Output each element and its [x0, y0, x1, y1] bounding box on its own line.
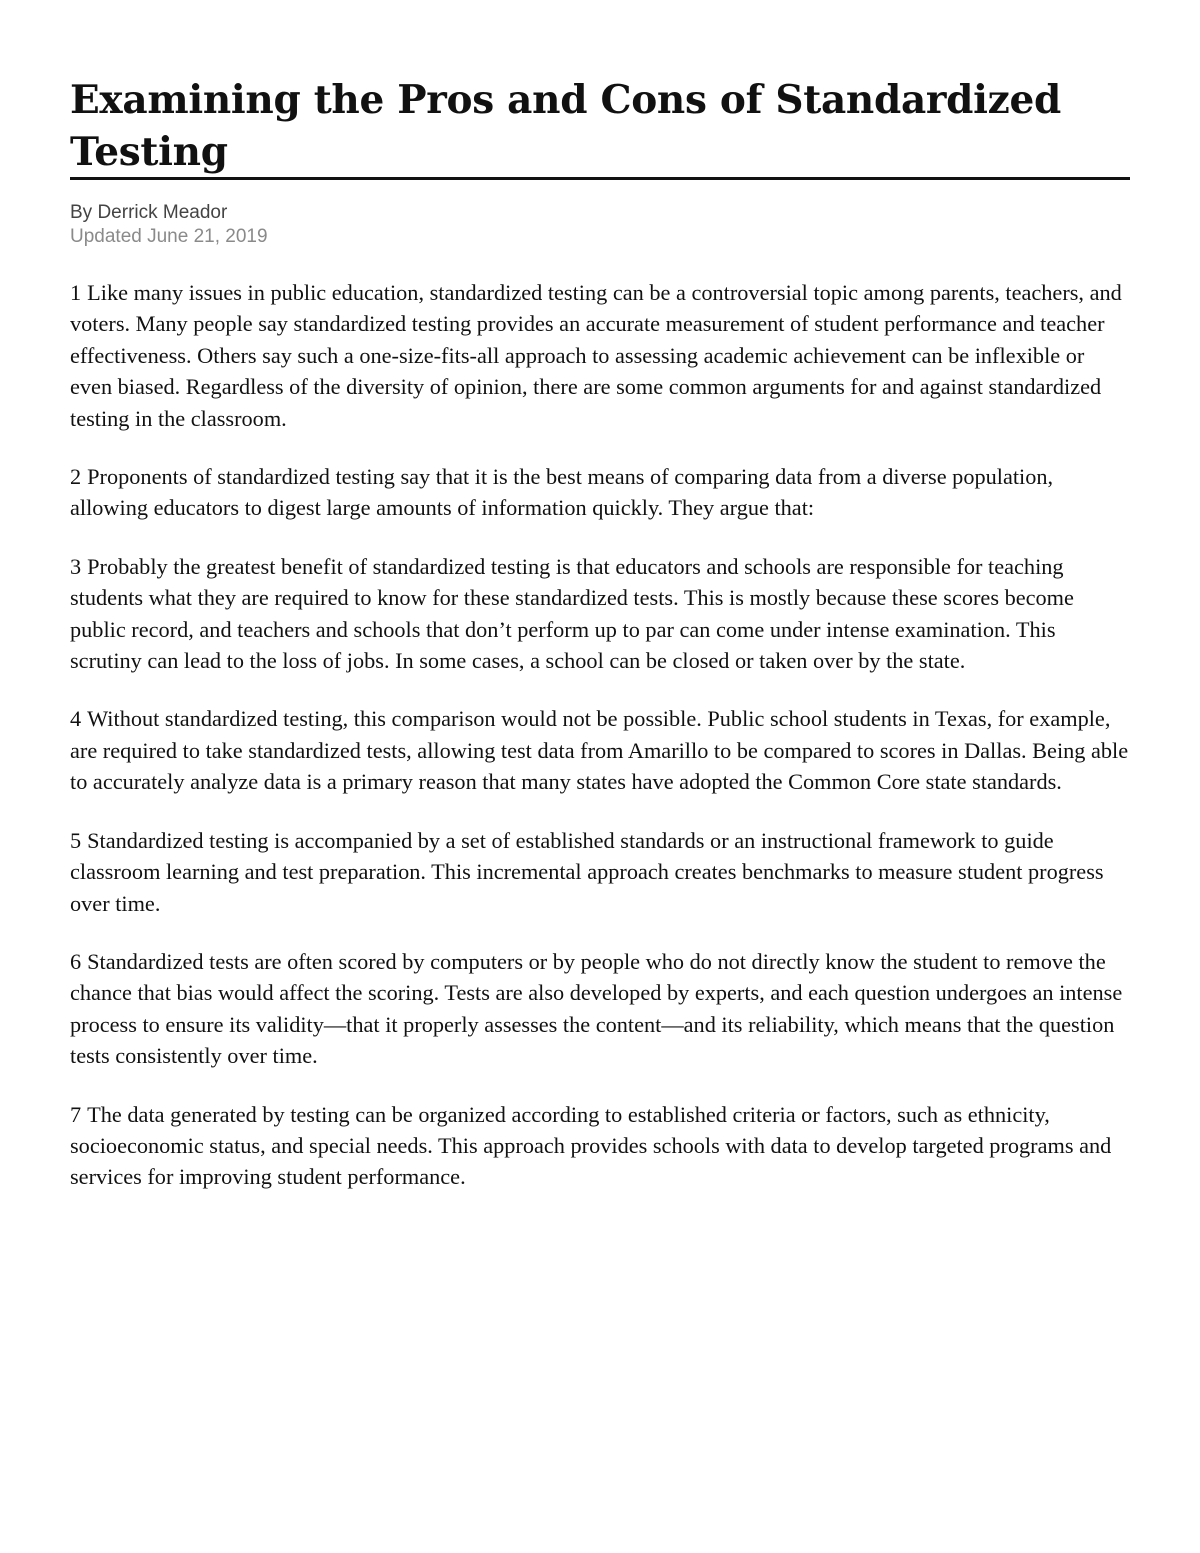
article-title: Examining the Pros and Cons of Standardized Testing	[70, 77, 1061, 175]
paragraph-number: 1	[70, 280, 82, 305]
paragraph-number: 7	[70, 1101, 82, 1127]
paragraph-3	[70, 551, 1130, 677]
paragraph-4	[70, 703, 1130, 797]
paragraph-number: 6	[70, 948, 82, 974]
paragraph-text: Like many issues in public education, standardized testing can be a controversial topic among parents, teachers, and voters. Many people say standardized testing provides an accurate measurement of student performance and teacher effectiveness. Others say such a one-size-fits-all approach to assessing academic achievement can be inflexible or even biased. Regardless of the diversity of opinion, there are some common arguments for and against standardized testing in the classroom.	[70, 280, 1122, 431]
paragraph-text: The data generated by testing can be organized according to established criteria or factors, such as ethnicity, socioeconomic status, and special needs. This approach provides schools with data to develop targeted programs and services for improving student performance.	[70, 1101, 1112, 1190]
updated-date: Updated June 21, 2019	[70, 226, 268, 247]
paragraph-7	[70, 1099, 1130, 1193]
paragraph-number: 3	[70, 553, 82, 579]
paragraph-number: 5	[70, 827, 82, 853]
paragraph-text: Proponents of standardized testing say that it is the best means of comparing data from a diverse population, allowing educators to digest large amounts of information quickly. They argue that:	[70, 464, 1054, 521]
paragraph-number: 2	[70, 464, 82, 490]
paragraph-text: Standardized tests are often scored by computers or by people who do not directly know the student to remove the chance that bias would affect the scoring. Tests are also developed by experts, and each question undergoes an intense process to ensure its validity—that it properly assesses the content—and its reliability, which means that the question tests consistently over time.	[70, 948, 1123, 1069]
paragraph-6	[70, 946, 1130, 1072]
author-byline: By Derrick Meador	[70, 202, 228, 223]
article-body	[70, 277, 1130, 1220]
paragraph-5	[70, 825, 1130, 919]
paragraph-text: Probably the greatest benefit of standardized testing is that educators and schools are responsible for teaching students what they are required to know for these standardized tests. This is mostly because these scores become public record, and teachers and schools that don’t perform up to par can come under intense examination. This scrutiny can lead to the loss of jobs. In some cases, a school can be closed or taken over by the state.	[70, 553, 1074, 674]
paragraph-text: Standardized testing is accompanied by a set of established standards or an instructional framework to guide classroom learning and test preparation. This incremental approach creates benchmarks to measure student progress over time.	[70, 827, 1104, 916]
title-divider	[70, 177, 1130, 180]
paragraph-2	[70, 461, 1130, 524]
paragraph-1	[70, 277, 1130, 434]
paragraph-number: 4	[70, 706, 82, 732]
paragraph-text: Without standardized testing, this comparison would not be possible. Public school students in Texas, for example, are required to take standardized tests, allowing test data from Amarillo to be compared to scores in Dallas. Being able to accurately analyze data is a primary reason that many states have adopted the Common Core state standards.	[70, 706, 1129, 795]
